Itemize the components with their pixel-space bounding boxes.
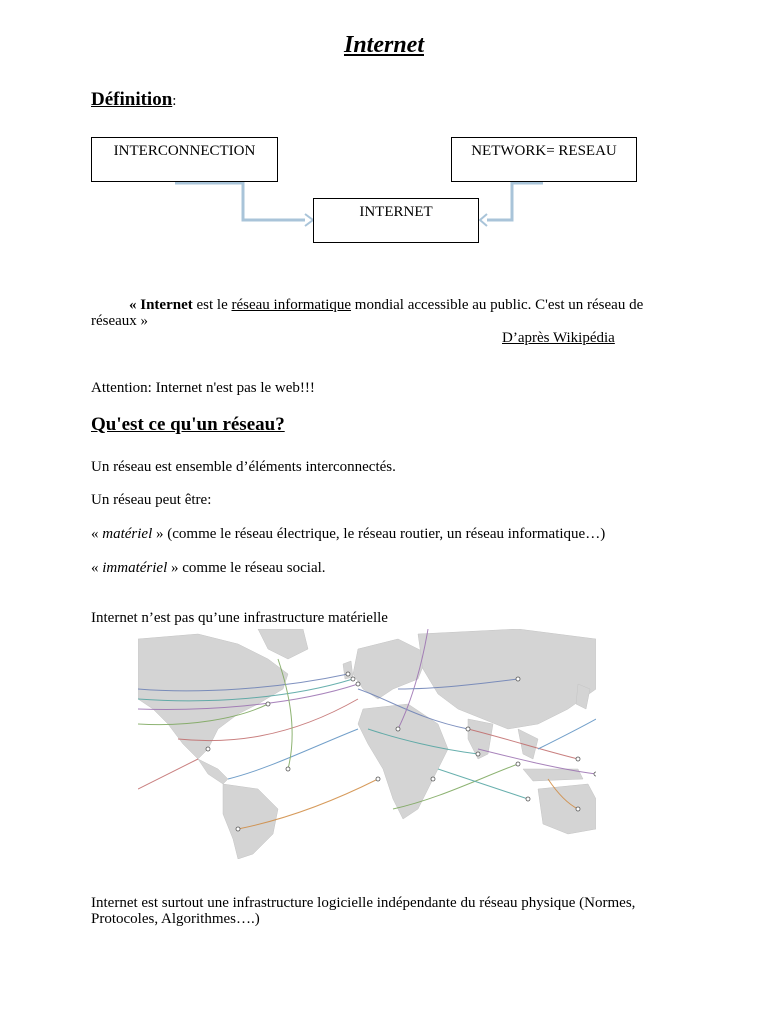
immateriel-open: « — [91, 560, 103, 576]
quote-line2: réseaux » — [91, 313, 149, 329]
quote-bold: Internet — [140, 297, 193, 313]
infra-p2 — [91, 895, 691, 927]
submarine-cable-map — [138, 629, 596, 859]
materiel-rest: » (comme le réseau électrique, le réseau routier, un réseau informatique…) — [152, 526, 606, 542]
reseau-heading-text: Qu'est ce qu'un réseau? — [91, 414, 285, 435]
page-title: Internet — [343, 32, 424, 58]
box-interconnection: INTERCONNECTION — [91, 137, 278, 182]
definition-heading-text: Définition — [91, 89, 173, 110]
immateriel-rest: » comme le réseau social. — [167, 560, 326, 576]
arrowhead-left — [305, 214, 313, 226]
world-map-image — [138, 629, 596, 859]
reseau-immateriel — [91, 560, 326, 576]
reseau-p1: Un réseau est ensemble d’éléments interconnectés. — [91, 459, 396, 475]
definition-colon: : — [172, 93, 177, 109]
reseau-materiel — [91, 526, 605, 542]
arrow-left — [175, 183, 305, 220]
quote-source[interactable]: D’après Wikipédia — [502, 330, 615, 346]
quote-open: « — [129, 297, 141, 313]
materiel-open: « — [91, 526, 103, 542]
box-internet: INTERNET — [313, 198, 479, 243]
arrow-right — [487, 183, 543, 220]
definition-quote — [91, 297, 681, 329]
immateriel-word: immatériel — [102, 560, 168, 576]
materiel-word: matériel — [102, 526, 153, 542]
infra-p2-line1: Internet est surtout une infrastructure logicielle indépendante du réseau physique (Normes, — [91, 895, 636, 911]
attention-text: Attention: Internet n'est pas le web!!! — [91, 380, 315, 396]
reseau-p2: Un réseau peut être: — [91, 492, 212, 508]
quote-link[interactable]: réseau informatique — [231, 297, 352, 313]
quote-part2: mondial accessible au public. C'est un réseau de — [351, 297, 644, 313]
infra-p1: Internet n’est pas qu’une infrastructure matérielle — [91, 610, 388, 626]
box-network: NETWORK= RESEAU — [451, 137, 637, 182]
quote-part1: est le — [192, 297, 232, 313]
arrowhead-right — [480, 214, 487, 226]
infra-p2-line2: Protocoles, Algorithmes….) — [91, 911, 260, 927]
reseau-heading — [91, 414, 285, 436]
